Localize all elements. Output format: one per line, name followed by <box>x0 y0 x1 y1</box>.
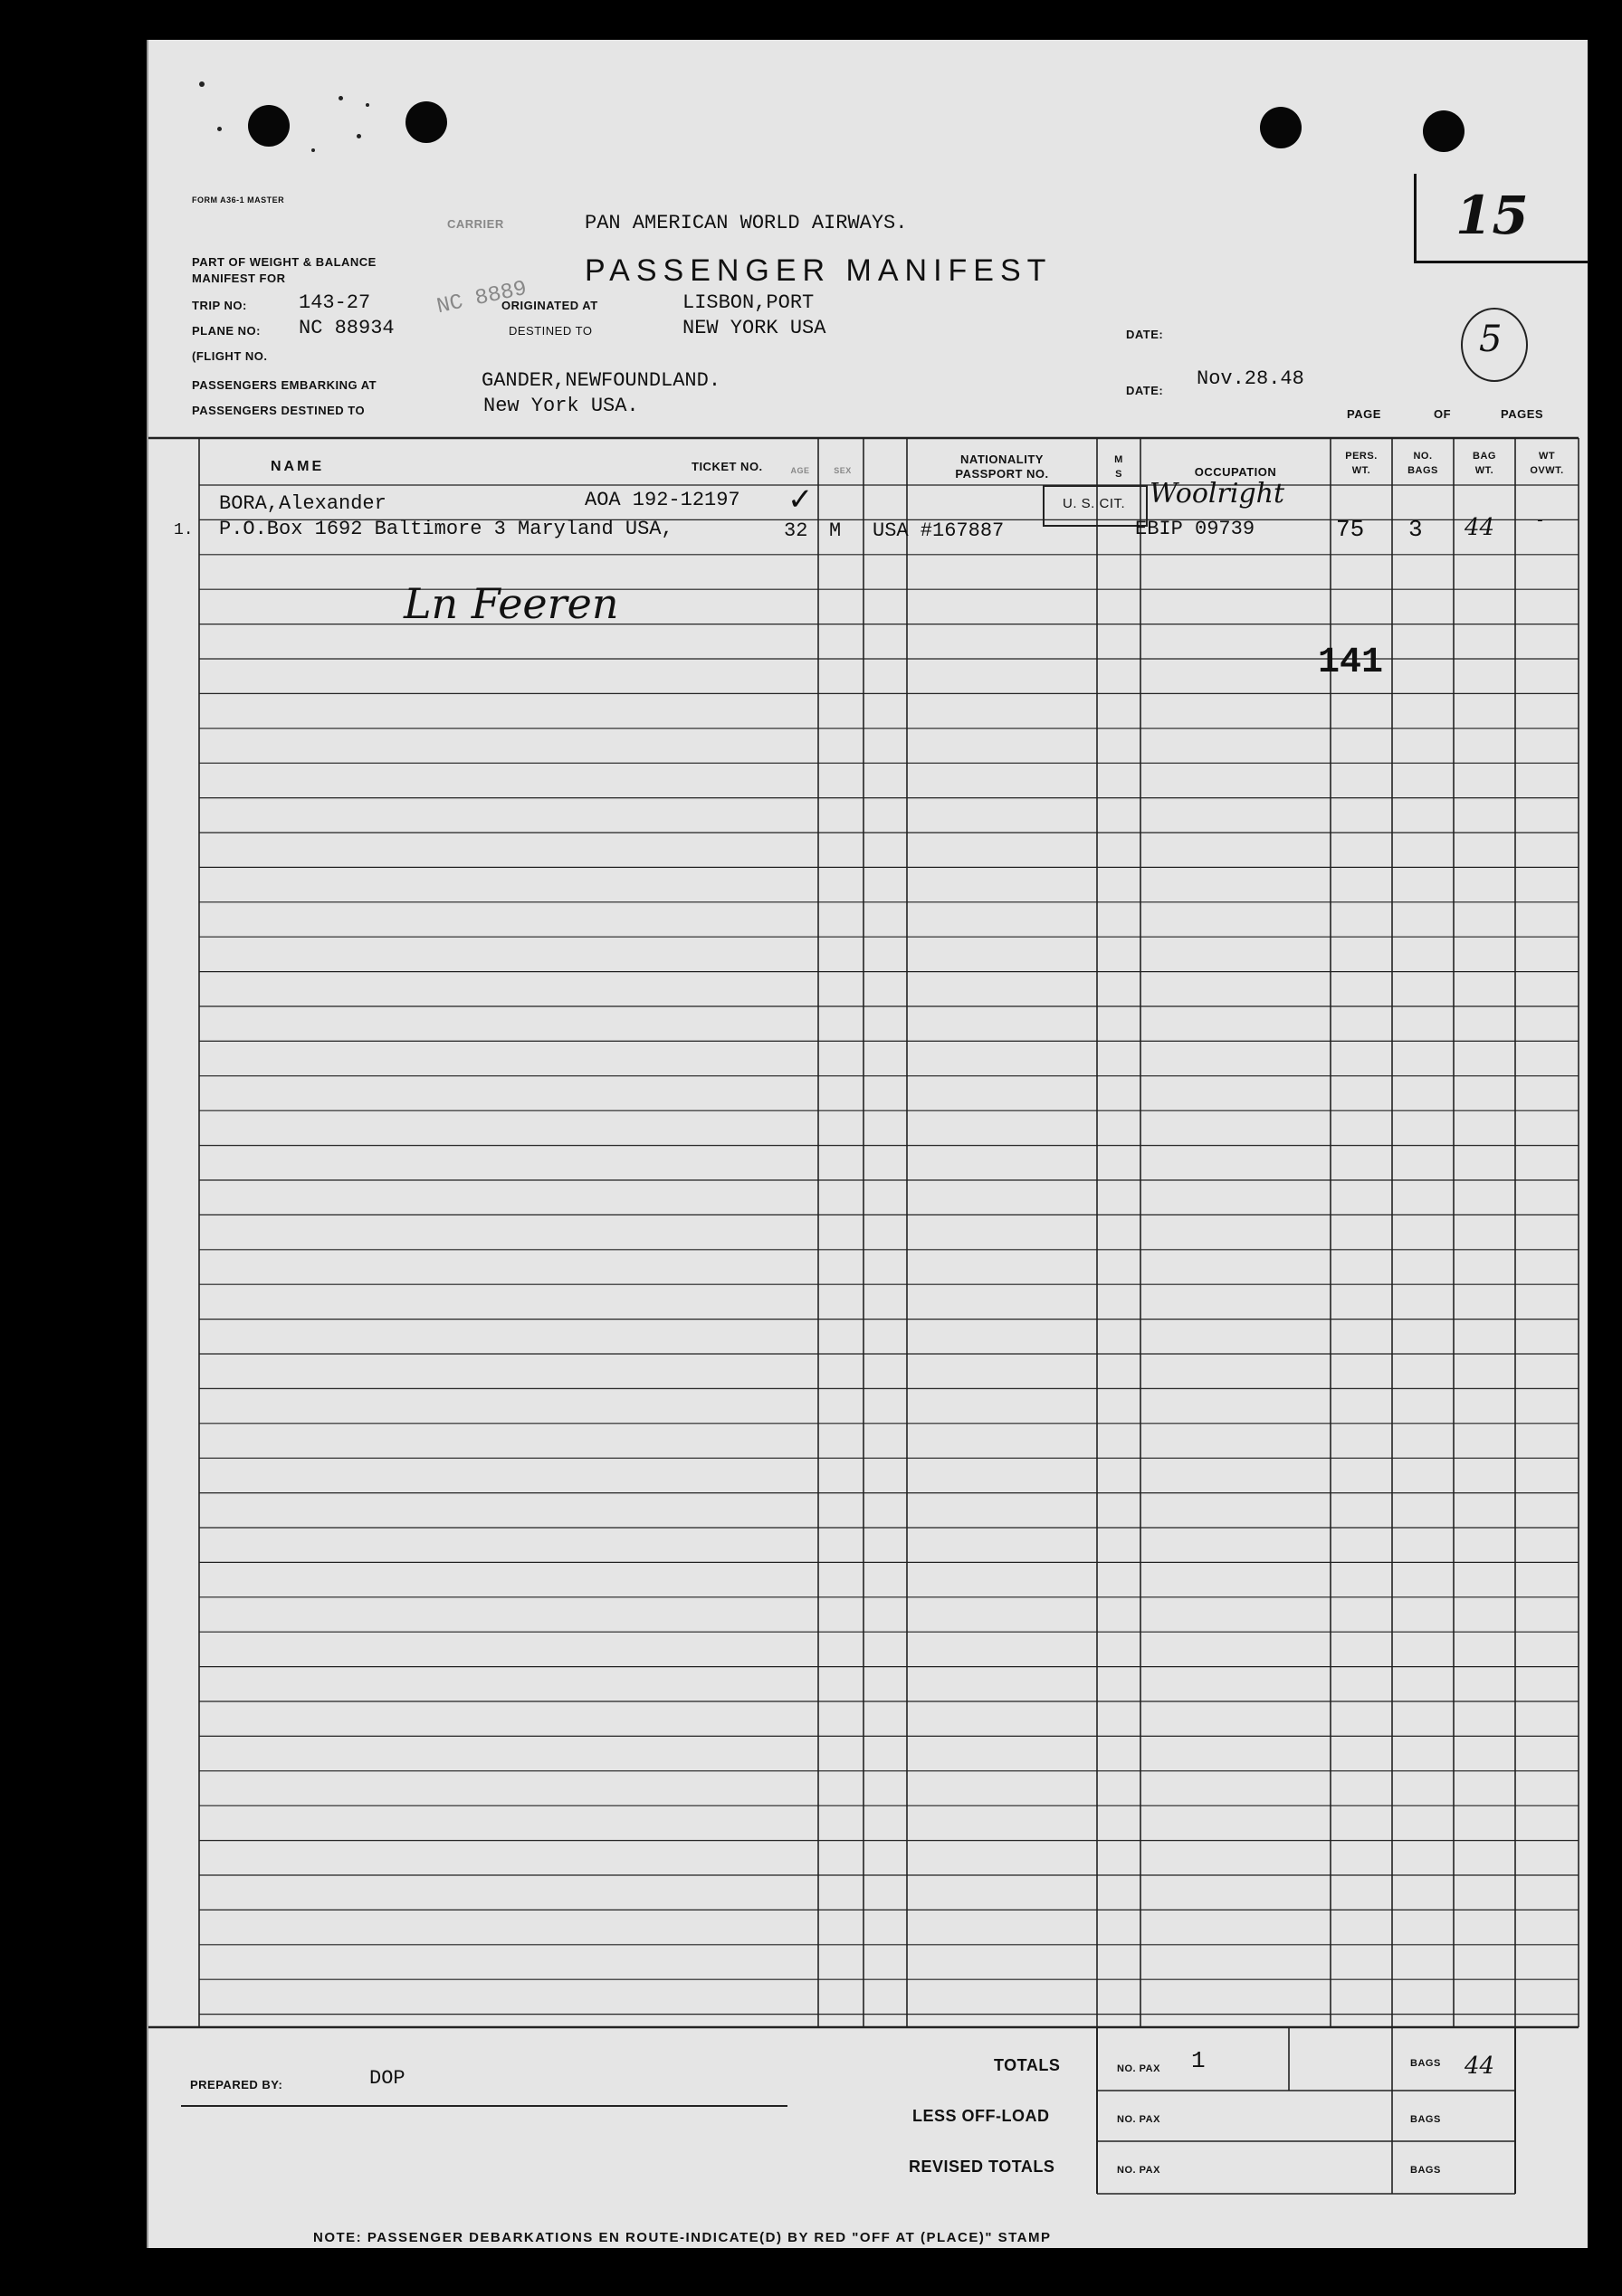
col-ovwt-line2: OVWT. <box>1530 465 1564 476</box>
originated-label: ORIGINATED AT <box>501 299 598 312</box>
carrier-value: PAN AMERICAN WORLD AIRWAYS. <box>585 212 908 234</box>
flight-no-label: (FLIGHT NO. <box>192 349 268 363</box>
form-label: FORM A36-1 MASTER <box>192 195 285 205</box>
revised-totals-label: REVISED TOTALS <box>909 2158 1055 2176</box>
pages-label: PAGES <box>1501 407 1544 421</box>
manifest-title: PASSENGER MANIFEST <box>585 253 1053 288</box>
carrier-label: CARRIER <box>447 217 504 231</box>
entry-name: BORA,Alexander <box>219 492 386 515</box>
total-bags-value: 44 <box>1465 2053 1495 2080</box>
no-pax-label: NO. PAX <box>1117 2165 1160 2176</box>
totals-label: TOTALS <box>994 2056 1061 2074</box>
col-pers-line1: PERS. <box>1345 451 1378 462</box>
footer-note: NOTE: PASSENGER DEBARKATIONS EN ROUTE-INDICATE(D) BY RED "OFF AT (PLACE)" STAMP <box>313 2230 1052 2245</box>
entry-pers-wt: 75 <box>1336 516 1365 543</box>
embarking-value: GANDER,NEWFOUNDLAND. <box>482 369 721 392</box>
part-of-label-2: MANIFEST FOR <box>192 272 286 285</box>
entry-occupation-code: EBIP 09739 <box>1135 518 1255 540</box>
of-label: OF <box>1434 407 1452 421</box>
col-nationality-line2: PASSPORT NO. <box>955 467 1049 481</box>
no-pax-value: 1 <box>1191 2047 1206 2074</box>
total-weight: 141 <box>1318 643 1384 683</box>
destined-value: NEW YORK USA <box>682 317 826 339</box>
plane-no-value: NC 88934 <box>299 317 395 339</box>
entry-passport: USA #167887 <box>873 519 1005 542</box>
entry-index: 1. <box>174 521 194 539</box>
prepared-by-line <box>181 2105 787 2107</box>
manifest-grid <box>148 40 1588 2248</box>
entry-age: 32 <box>784 519 808 542</box>
entry-ticket: AOA 192-12197 <box>585 489 740 511</box>
date-label-1: DATE: <box>1126 328 1164 341</box>
part-of-label-1: PART OF WEIGHT & BALANCE <box>192 255 377 269</box>
bags-label: BAGS <box>1410 2114 1441 2125</box>
col-bagwt-line2: WT. <box>1474 465 1494 476</box>
bags-label: BAGS <box>1410 2058 1441 2069</box>
trip-no-value: 143-27 <box>299 291 371 314</box>
col-ms <box>1097 453 1140 481</box>
destined-pax-value: New York USA. <box>483 395 639 417</box>
less-offload-label: LESS OFF-LOAD <box>912 2107 1050 2125</box>
originated-value: LISBON,PORT <box>682 291 815 314</box>
embarking-label: PASSENGERS EMBARKING AT <box>192 378 377 392</box>
prepared-by-value: DOP <box>369 2067 406 2090</box>
col-ms-line2: S <box>1115 469 1122 480</box>
destined-pax-label: PASSENGERS DESTINED TO <box>192 404 366 417</box>
prepared-by-label: PREPARED BY: <box>190 2078 283 2091</box>
col-ms-line1: M <box>1114 454 1123 465</box>
manifest-sheet <box>147 40 1588 2248</box>
col-occupation: OCCUPATION <box>1194 465 1277 479</box>
col-bags-line2: BAGS <box>1407 465 1438 476</box>
col-ovwt-line1: WT <box>1538 451 1556 462</box>
no-pax-label: NO. PAX <box>1117 2114 1160 2125</box>
entry-checkmark: ✓ <box>787 481 814 518</box>
date-value: Nov.28.48 <box>1197 367 1304 390</box>
page-label: PAGE <box>1347 407 1381 421</box>
plane-no-overprint: NC 8889 <box>434 276 530 320</box>
citizen-stamp: U. S. CIT. <box>1063 496 1126 511</box>
col-nationality-line1: NATIONALITY <box>960 453 1044 466</box>
col-name: NAME <box>271 459 325 474</box>
plane-no-label: PLANE NO: <box>192 324 261 338</box>
col-sex: SEX <box>834 466 852 475</box>
col-bags <box>1392 449 1454 478</box>
entry-ovwt: - <box>1535 512 1545 530</box>
page-number: 15 <box>1455 185 1529 246</box>
col-pers-wt <box>1331 449 1392 478</box>
entry-bags: 3 <box>1408 516 1423 543</box>
col-nationality <box>907 453 1097 481</box>
entry-signature: Ln Feeren <box>404 579 619 628</box>
trip-no-label: TRIP NO: <box>192 299 247 312</box>
col-bagwt-line1: BAG <box>1473 451 1496 462</box>
entry-bag-wt: 44 <box>1465 514 1495 541</box>
col-age: AGE <box>790 466 810 475</box>
entry-address: P.O.Box 1692 Baltimore 3 Maryland USA, <box>219 518 673 540</box>
entry-occupation-handwritten: Woolright <box>1150 478 1285 510</box>
date-label-2: DATE: <box>1126 384 1164 397</box>
destined-label: DESTINED TO <box>509 324 593 338</box>
col-ticket: TICKET NO. <box>692 460 763 473</box>
col-bags-line1: NO. <box>1413 451 1433 462</box>
no-pax-label: NO. PAX <box>1117 2063 1160 2074</box>
col-wt-ovwt <box>1515 449 1579 478</box>
circled-number: 5 <box>1479 319 1503 360</box>
bags-label: BAGS <box>1410 2165 1441 2176</box>
col-bag-wt <box>1454 449 1515 478</box>
col-pers-line2: WT. <box>1351 465 1371 476</box>
entry-sex: M <box>829 519 842 542</box>
